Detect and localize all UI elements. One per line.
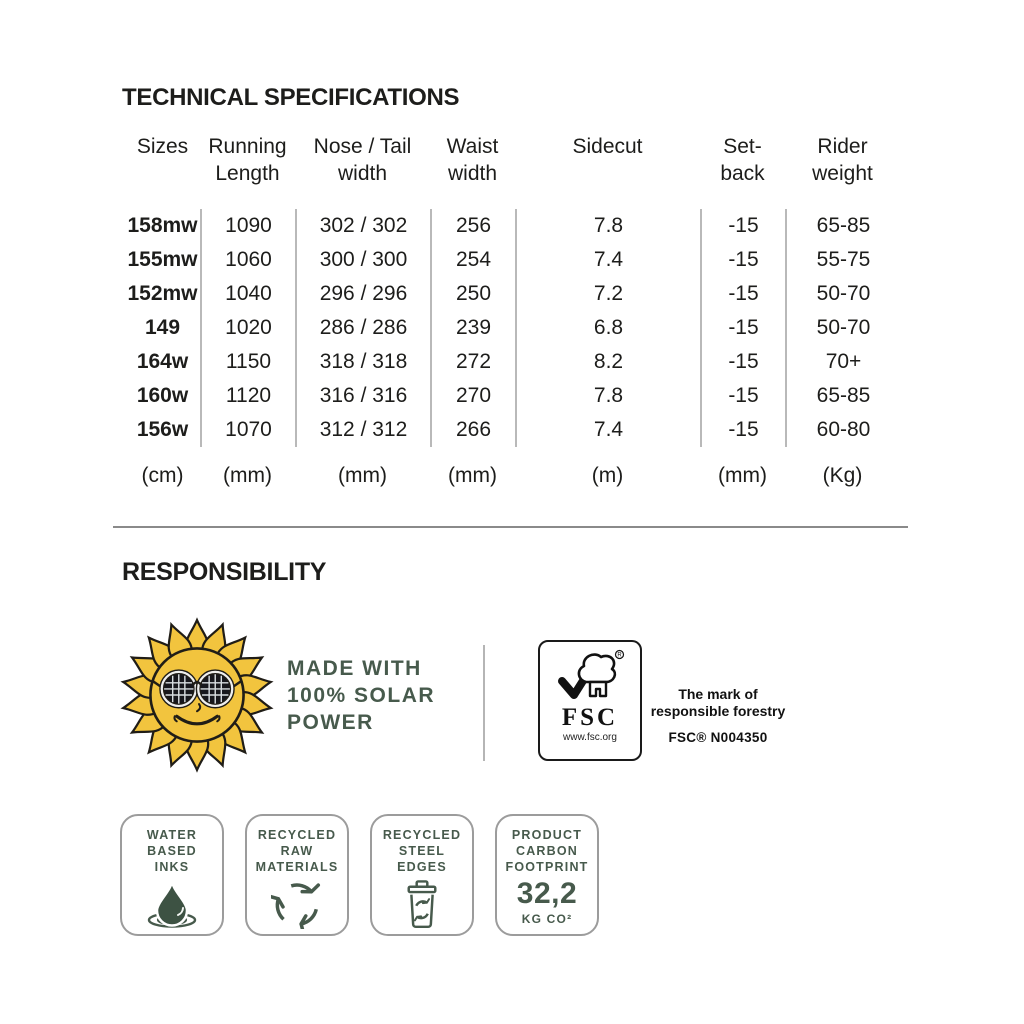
sidecut-cell: 6.8 xyxy=(515,311,700,345)
carbon-footprint-unit: KG CO² xyxy=(521,912,573,926)
fsc-caption xyxy=(645,686,791,745)
eco-badges xyxy=(120,814,599,936)
col-header-sidecut: Sidecut xyxy=(572,135,643,158)
setback-cell: -15 xyxy=(700,345,785,379)
waist-cell: 272 xyxy=(430,345,515,379)
rider-weight-cell: 65-85 xyxy=(785,379,900,413)
running-length-cell: 1020 xyxy=(200,311,295,345)
fsc-logo xyxy=(538,640,642,761)
running-length-cell: 1040 xyxy=(200,277,295,311)
running-length-cell: 1060 xyxy=(200,243,295,277)
waist-cell: 266 xyxy=(430,413,515,447)
setback-cell: -15 xyxy=(700,379,785,413)
carbon-footprint-value: 32,2 xyxy=(516,877,578,910)
fsc-acronym: FSC xyxy=(561,704,619,731)
unit-waist: (mm) xyxy=(448,464,497,487)
unit-setback: (mm) xyxy=(718,464,767,487)
fsc-tree-check-icon xyxy=(551,648,629,704)
rider-weight-cell: 50-70 xyxy=(785,311,900,345)
table-row xyxy=(125,413,900,447)
setback-cell: -15 xyxy=(700,277,785,311)
badge-recycled-raw-materials: RECYCLED RAW MATERIALS xyxy=(245,814,349,936)
fsc-tagline-line: responsible forestry xyxy=(650,703,786,719)
waist-cell: 250 xyxy=(430,277,515,311)
size-cell: 158mw xyxy=(127,214,198,237)
fsc-url: www.fsc.org xyxy=(563,732,617,743)
units-row xyxy=(125,461,900,491)
setback-cell: -15 xyxy=(700,413,785,447)
table-row xyxy=(125,311,900,345)
badge-water-based-inks: WATER BASED INKS xyxy=(120,814,224,936)
svg-text:R: R xyxy=(617,652,622,659)
unit-running: (mm) xyxy=(223,464,272,487)
size-cell: 164w xyxy=(136,350,189,373)
size-cell: 152mw xyxy=(127,282,198,305)
rider-weight-cell: 70+ xyxy=(785,345,900,379)
setback-cell: -15 xyxy=(700,209,785,243)
nose-tail-cell: 316 / 316 xyxy=(295,379,430,413)
responsibility-heading: RESPONSIBILITY xyxy=(122,558,327,586)
recycle-bin-icon xyxy=(399,879,445,929)
table-row xyxy=(125,345,900,379)
running-length-cell: 1090 xyxy=(200,209,295,243)
col-header-setback: Set- back xyxy=(720,135,765,185)
sidecut-cell: 7.4 xyxy=(515,413,700,447)
nose-tail-cell: 300 / 300 xyxy=(295,243,430,277)
fsc-tagline-line: The mark of xyxy=(678,686,758,702)
spec-table xyxy=(125,133,900,491)
size-cell: 156w xyxy=(136,418,189,441)
solar-claim-line: POWER xyxy=(287,711,374,734)
setback-cell: -15 xyxy=(700,311,785,345)
col-header-waist-width: Waist width xyxy=(446,135,499,185)
unit-rider: (Kg) xyxy=(822,464,863,487)
nose-tail-cell: 302 / 302 xyxy=(295,209,430,243)
rider-weight-cell: 65-85 xyxy=(785,209,900,243)
col-header-nose-tail-width: Nose / Tail width xyxy=(313,135,412,185)
sidecut-cell: 8.2 xyxy=(515,345,700,379)
col-header-running-length: Running Length xyxy=(208,135,287,185)
table-row xyxy=(125,379,900,413)
unit-nose-tail: (mm) xyxy=(338,464,387,487)
waist-cell: 239 xyxy=(430,311,515,345)
waist-cell: 256 xyxy=(430,209,515,243)
rider-weight-cell: 60-80 xyxy=(785,413,900,447)
table-row xyxy=(125,209,900,243)
water-drop-icon xyxy=(143,879,201,929)
solar-claim-line: MADE WITH xyxy=(287,657,422,680)
solar-claim xyxy=(287,655,435,736)
solar-claim-line: 100% SOLAR xyxy=(287,684,436,707)
unit-sizes: (cm) xyxy=(141,464,184,487)
setback-cell: -15 xyxy=(700,243,785,277)
sidecut-cell: 7.4 xyxy=(515,243,700,277)
badge-carbon-footprint: PRODUCT CARBON FOOTPRINT 32,2 KG CO² xyxy=(495,814,599,936)
size-cell: 155mw xyxy=(127,248,198,271)
rider-weight-cell: 50-70 xyxy=(785,277,900,311)
rider-weight-cell: 55-75 xyxy=(785,243,900,277)
unit-sidecut: (m) xyxy=(591,464,624,487)
col-header-rider-weight: Rider weight xyxy=(812,135,873,185)
sidecut-cell: 7.2 xyxy=(515,277,700,311)
nose-tail-cell: 296 / 296 xyxy=(295,277,430,311)
nose-tail-cell: 312 / 312 xyxy=(295,413,430,447)
nose-tail-cell: 286 / 286 xyxy=(295,311,430,345)
running-length-cell: 1070 xyxy=(200,413,295,447)
fsc-license-number: FSC® N004350 xyxy=(668,730,768,745)
sidecut-cell: 7.8 xyxy=(515,209,700,243)
badge-recycled-steel-edges: RECYCLED STEEL EDGES xyxy=(370,814,474,936)
col-header-sizes: Sizes xyxy=(136,135,189,158)
recycle-arrows-icon xyxy=(271,879,323,929)
spec-table-header xyxy=(125,133,900,187)
sidecut-cell: 7.8 xyxy=(515,379,700,413)
table-row xyxy=(125,277,900,311)
nose-tail-cell: 318 / 318 xyxy=(295,345,430,379)
size-cell: 149 xyxy=(144,316,181,339)
running-length-cell: 1150 xyxy=(200,345,295,379)
waist-cell: 254 xyxy=(430,243,515,277)
running-length-cell: 1120 xyxy=(200,379,295,413)
vertical-divider xyxy=(483,645,485,761)
waist-cell: 270 xyxy=(430,379,515,413)
sun-sunglasses-icon xyxy=(116,614,278,776)
size-cell: 160w xyxy=(136,384,189,407)
page-title: TECHNICAL SPECIFICATIONS xyxy=(122,84,460,111)
table-row xyxy=(125,243,900,277)
section-divider xyxy=(113,526,908,528)
